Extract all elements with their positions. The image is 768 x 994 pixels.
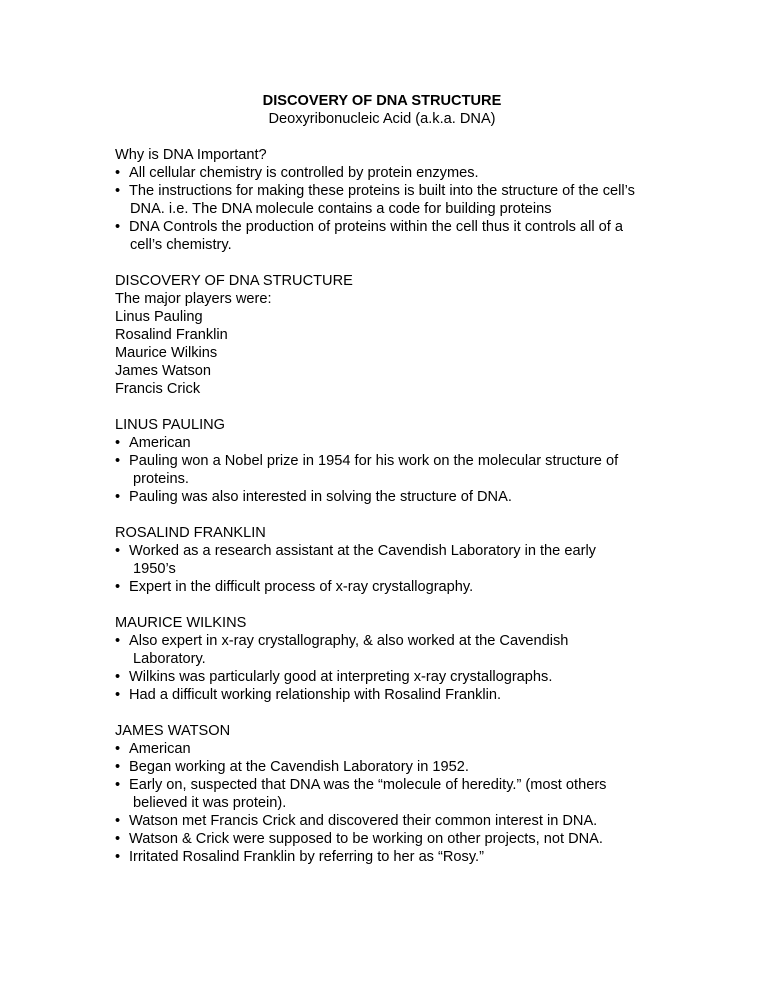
- list-item: James Watson: [115, 363, 211, 379]
- list-item: Maurice Wilkins: [115, 345, 218, 361]
- list-item: Linus Pauling: [115, 309, 203, 325]
- page-title: DISCOVERY OF DNA STRUCTURE: [262, 93, 502, 109]
- bullet-item: [115, 452, 675, 488]
- list-item: Francis Crick: [115, 381, 201, 397]
- bullet-item: [115, 182, 675, 218]
- section-heading: JAMES WATSON: [115, 723, 231, 739]
- bullet-line: DNA. i.e. The DNA molecule contains a code for building proteins: [130, 201, 552, 217]
- bullet-item: • Watson met Francis Crick and discovered their common interest in DNA.: [115, 812, 675, 830]
- bullet-item: • Began working at the Cavendish Laboratory in 1952.: [115, 758, 675, 776]
- bullet-item: • American: [115, 434, 675, 452]
- section-franklin: [115, 524, 675, 596]
- bullet-line: believed it was protein).: [133, 795, 287, 811]
- bullet-line: • Pauling won a Nobel prize in 1954 for his work on the molecular structure of: [129, 453, 619, 469]
- list-item: Rosalind Franklin: [115, 327, 228, 343]
- bullet-line: • Worked as a research assistant at the Cavendish Laboratory in the early: [129, 543, 596, 559]
- bullet-line: cell’s chemistry.: [130, 237, 232, 253]
- title-block: [115, 92, 649, 128]
- bullet-item: • Wilkins was particularly good at interpreting x-ray crystallographs.: [115, 668, 675, 686]
- section-heading: DISCOVERY OF DNA STRUCTURE: [115, 273, 353, 289]
- bullet-line: proteins.: [133, 471, 189, 487]
- section-players: [115, 272, 675, 398]
- section-watson: [115, 722, 675, 866]
- bullet-item: • American: [115, 740, 675, 758]
- bullet-line: • The instructions for making these proteins is built into the structure of the cell’s: [129, 183, 635, 199]
- section-heading: ROSALIND FRANKLIN: [115, 525, 266, 541]
- players-intro: The major players were:: [115, 291, 272, 307]
- bullet-item: • Pauling was also interested in solving the structure of DNA.: [115, 488, 675, 506]
- bullet-item: [115, 218, 675, 254]
- bullet-item: • Watson & Crick were supposed to be working on other projects, not DNA.: [115, 830, 675, 848]
- page-subtitle: Deoxyribonucleic Acid (a.k.a. DNA): [268, 111, 496, 127]
- bullet-line: • DNA Controls the production of proteins within the cell thus it controls all of a: [129, 219, 624, 235]
- bullet-item: • All cellular chemistry is controlled by protein enzymes.: [115, 164, 675, 182]
- bullet-line: • Early on, suspected that DNA was the “molecule of heredity.” (most others: [129, 777, 607, 793]
- bullet-line: Laboratory.: [133, 651, 206, 667]
- section-heading: MAURICE WILKINS: [115, 615, 247, 631]
- bullet-item: [115, 542, 675, 578]
- section-importance: [115, 146, 675, 254]
- section-heading: LINUS PAULING: [115, 417, 226, 433]
- section-pauling: [115, 416, 675, 506]
- players-list: [115, 308, 675, 398]
- section-heading: Why is DNA Important?: [115, 147, 267, 163]
- bullet-item: [115, 776, 675, 812]
- section-wilkins: [115, 614, 675, 704]
- bullet-item: • Had a difficult working relationship with Rosalind Franklin.: [115, 686, 675, 704]
- bullet-item: [115, 632, 675, 668]
- document-body: [115, 92, 675, 866]
- bullet-item: • Irritated Rosalind Franklin by referring to her as “Rosy.”: [115, 848, 675, 866]
- bullet-item: • Expert in the difficult process of x-ray crystallography.: [115, 578, 675, 596]
- bullet-line: • Also expert in x-ray crystallography, & also worked at the Cavendish: [129, 633, 569, 649]
- bullet-line: 1950’s: [133, 561, 176, 577]
